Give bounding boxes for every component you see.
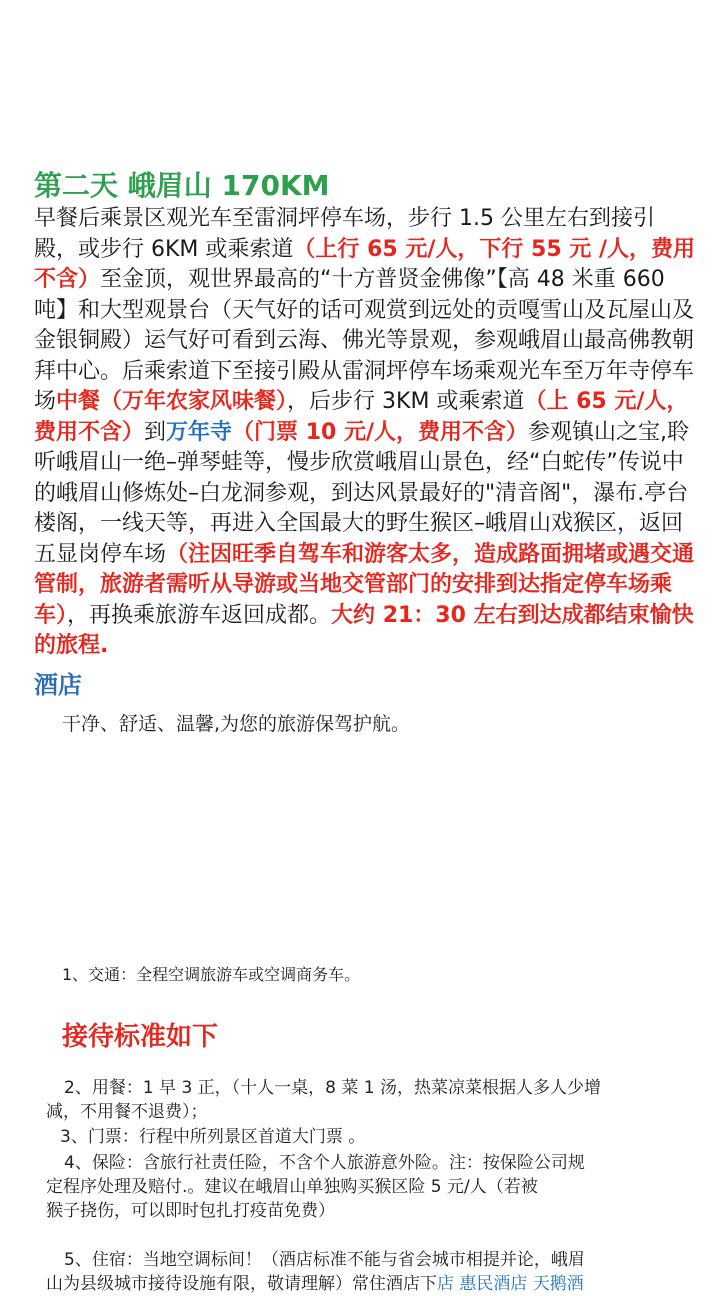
hotel-heading: 酒店 [34, 671, 82, 699]
lunch-note: 中餐（万年农家风味餐） [56, 389, 288, 414]
meals-item [46, 1076, 686, 1124]
insurance-line: 4、保险：含旅行社责任险，不含个人旅游意外险。注：按保险公司规 [64, 1153, 585, 1173]
cable-car-price-note-2: （上 65 元/人， 费用不含） [34, 389, 689, 445]
tickets-item [46, 1125, 686, 1149]
lodging-line: 5、住宿：当地空调标间！（酒店标准不能与省会城市相提并论，峨眉 [64, 1250, 585, 1270]
hotel-description: 干净、舒适、温馨,为您的旅游保驾护航。 [62, 713, 411, 735]
arrival-time-note: 大约 21：30 左右到达成都结束愉快的旅程. [34, 602, 694, 658]
day-title: 第二天 峨眉山 170KM [34, 169, 330, 202]
cable-car-price-note: （上行 65 元/人，下行 55 元 /人，费用不含） [34, 236, 696, 292]
itinerary-text: 至金顶，观世界最高的“十方普贤金佛像”【高 48 米重 660 吨】和大型观景台（天气好的话可观赏到远处的贡嘎雪山及瓦屋山及金银铜殿）运气好可看到云海、佛光等景观，参观峨眉山最高佛教朝拜中心。后乘索道下至接引殿从雷洞坪停车场乘观光车至万年寺停车场 [34, 267, 695, 414]
lodging-item [46, 1248, 686, 1296]
meals-line: 2、用餐：1 早 3 正，（十人一桌，8 菜 1 汤，热菜凉菜根据人多人少增 [64, 1078, 602, 1098]
hotel-list-link[interactable]: 店 惠民酒店 天鹅酒 [437, 1274, 584, 1294]
itinerary-text: ，再换乘旅游车返回成都。 [67, 602, 332, 628]
itinerary-text: ，后步行 3KM 或乘索道 [287, 389, 525, 414]
itinerary-text: 参观镇山之宝,聆听峨眉山一绝–弹琴蛙等，慢步欣赏峨眉山景色，经“白蛇传”传说中的峨眉山修炼处–白龙洞参观，到达风景最好的"清音阁"，瀑布.亭台楼阁，一线天等，再进入全国最大的野生猴区–峨眉山戏猴区，返回五显岗停车场 [34, 419, 690, 567]
itinerary-text: 早餐后乘景区观光车至雷洞坪停车场，步行 1.5 公里左右到接引殿，或步行 6KM 或乘索道 [34, 206, 655, 262]
itinerary-paragraph [34, 204, 698, 662]
standards-heading: 接待标准如下 [62, 1022, 219, 1052]
traffic-warning-note: （注因旺季自驾车和游客太多，造成路面拥堵或遇交通管制，旅游者需听从导游或当地交管部门的安排到达指定停车场乘车） [34, 541, 695, 628]
temple-ticket-note: （门票 10 元/人，费用不含） [232, 419, 529, 445]
insurance-item [46, 1151, 686, 1223]
wannian-temple-name: 万年寺 [166, 419, 233, 445]
lodging-text: 山为县级城市接待设施有限，敬请理解）常住酒店下 [46, 1274, 437, 1294]
tickets-line: 3、门票：行程中所列景区首道大门票 。 [60, 1127, 366, 1147]
lodging-line [46, 1272, 686, 1296]
insurance-line: 猴子挠伤，可以即时包扎打疫苗免费） [46, 1201, 335, 1221]
itinerary-text: 到 [144, 419, 167, 445]
meals-line: 减，不用餐不退费）； [46, 1102, 208, 1122]
insurance-line: 定程序处理及赔付.。建议在峨眉山单独购买猴区险 5 元/人（若被 [46, 1177, 538, 1197]
transport-item: 1、交通：全程空调旅游车或空调商务车。 [62, 965, 361, 984]
